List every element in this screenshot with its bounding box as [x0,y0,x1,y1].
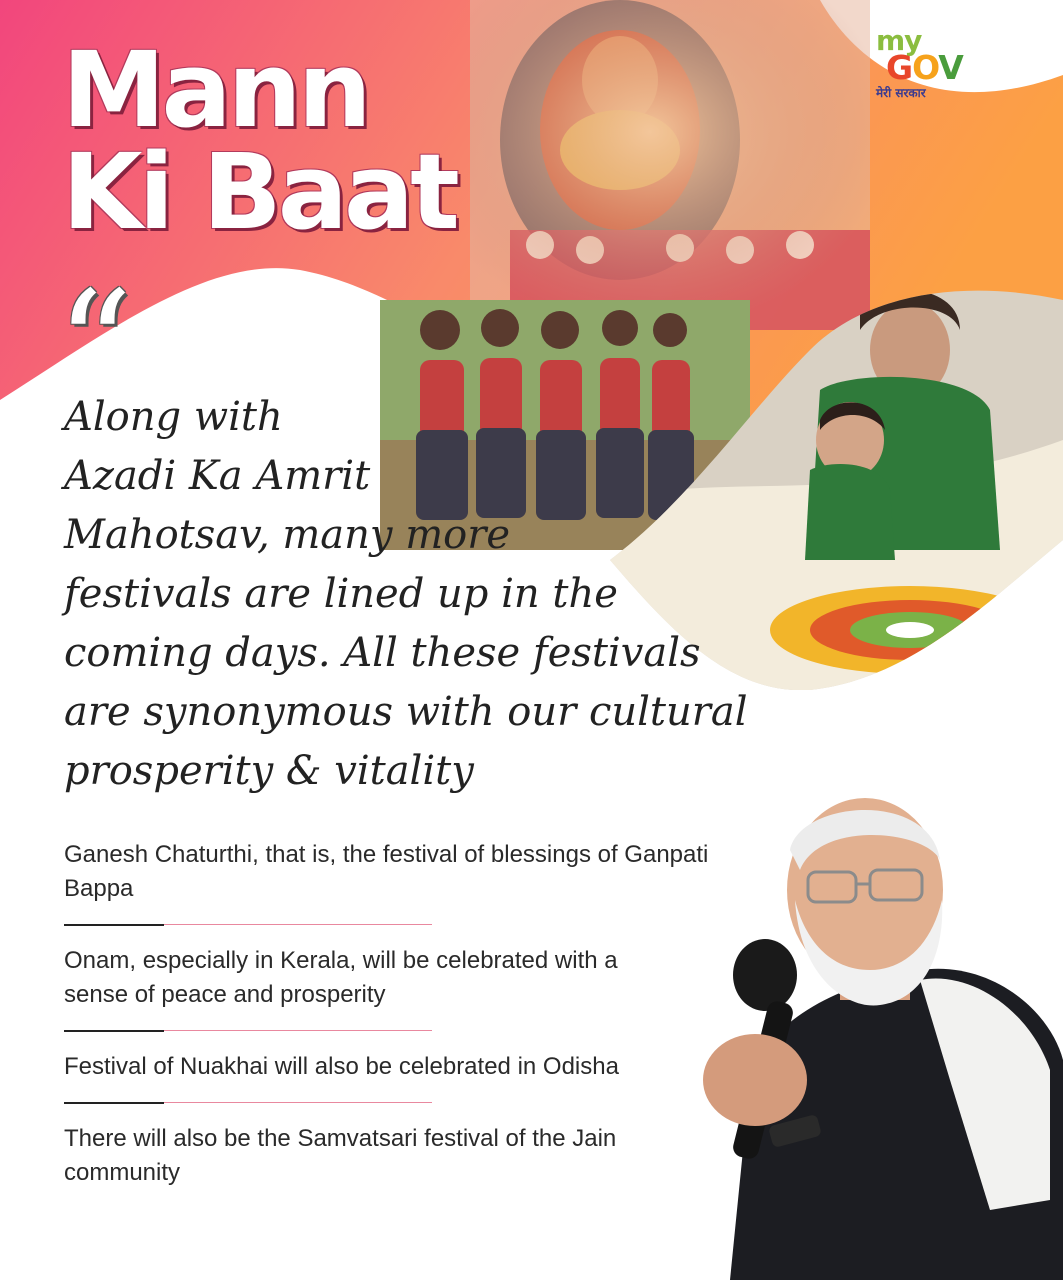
quote-line: Mahotsav, many more [64,512,511,558]
logo-gov-text [886,48,963,87]
page-title [62,29,456,253]
speaker-portrait-photo [690,780,1063,1280]
list-item [64,944,724,1012]
quote-line: festivals are lined up in the [64,571,618,617]
quote-line: coming days. All these festivals [64,630,701,676]
divider [64,1102,432,1104]
quote-mark-icon: “ [56,260,133,434]
logo-tagline: मेरी सरकार [876,86,926,100]
logo-letter-v: V [938,48,963,87]
quote-line: prosperity & vitality [64,748,474,794]
list-item [64,838,724,906]
logo-letter-o: O [912,48,939,87]
quote-text [64,388,748,801]
festival-list [64,838,724,1190]
list-item [64,1050,724,1084]
festival-samvatsari: There will also be the Samvatsari festival of the Jain community [64,1125,617,1186]
festival-onam: Onam, especially in Kerala, will be celebrated with a sense of peace and prosperity [64,947,618,1008]
mygov-logo[interactable] [872,24,982,104]
logo-letter-g: G [886,48,913,87]
quote-line: are synonymous with our cultural [64,689,748,735]
title-line-1: Mann [62,29,368,151]
divider [64,924,432,926]
festival-ganesh-chaturthi: Ganesh Chaturthi, that is, the festival of blessings of Ganpati Bappa [64,841,709,902]
list-item [64,1122,724,1190]
title-line-2: Ki Baat [62,130,456,253]
quote-line: Azadi Ka Amrit [64,453,371,499]
quote-line: Along with [64,394,283,440]
festival-nuakhai: Festival of Nuakhai will also be celebrated in Odisha [64,1053,619,1080]
logo-my-text: my [876,24,922,57]
divider [64,1030,432,1032]
